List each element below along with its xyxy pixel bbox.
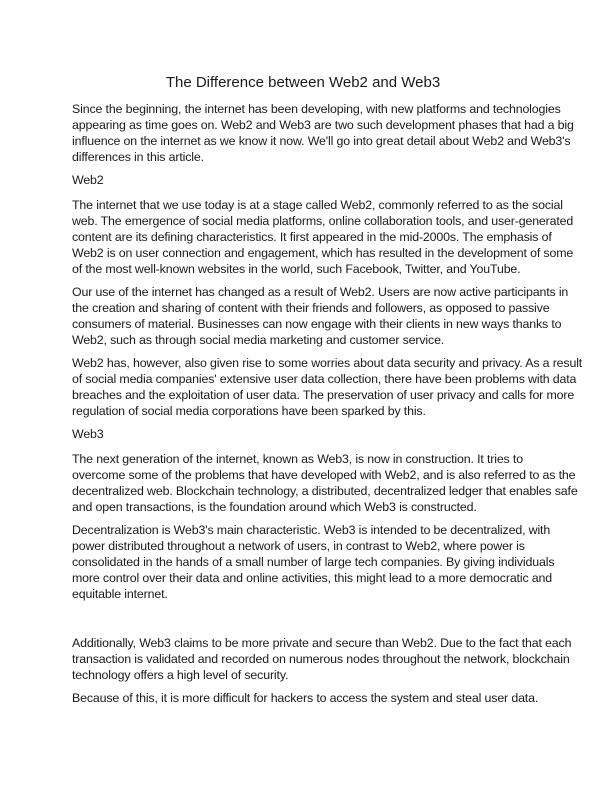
text-line: of the most well-known websites in the world, such Facebook, Twitter, and YouTube.	[72, 262, 521, 276]
text-line: The internet that we use today is at a stage called Web2, commonly referred to as the social	[72, 198, 563, 212]
web2-paragraph-1	[72, 197, 574, 277]
text-line: influence on the internet as we know it now. We'll go into great detail about Web2 and Web3's	[72, 134, 571, 148]
text-line: breaches and the exploitation of user data. The preservation of user privacy and calls for more	[72, 388, 575, 402]
text-line: transaction is validated and recorded on numerous nodes throughout the network, blockchain	[72, 652, 570, 666]
text-line: technology offers a high level of security.	[72, 668, 289, 682]
text-line: Web2 has, however, also given rise to some worries about data security and privacy. As a result	[72, 356, 583, 370]
text-line: Our use of the internet has changed as a result of Web2. Users are now active participants in	[72, 285, 569, 299]
text-line: Since the beginning, the internet has been developing, with new platforms and technologies	[72, 102, 561, 116]
section-heading-web3	[72, 426, 542, 442]
text-line: The next generation of the internet, known as Web3, is now in construction. It tries to	[72, 452, 523, 466]
text-line: Additionally, Web3 claims to be more private and secure than Web2. Due to the fact that each	[72, 636, 572, 650]
text-line: decentralized web. Blockchain technology, a distributed, decentralized ledger that enables safe	[72, 484, 578, 498]
text-line: Web2 is on user connection and engagement, which has resulted in the development of some	[72, 246, 574, 260]
text-line: the creation and sharing of content with their friends and followers, as opposed to passive	[72, 301, 550, 315]
text-line: regulation of social media corporations have been sparked by this.	[72, 404, 426, 418]
heading-text: Web3	[72, 427, 104, 441]
section-heading-web2	[72, 172, 542, 188]
web3-paragraph-3	[72, 635, 572, 683]
text-line: overcome some of the problems that have developed with Web2, and is also referred to as the	[72, 468, 576, 482]
web3-paragraph-1	[72, 451, 578, 515]
text-line: power distributed throughout a network of users, in contrast to Web2, where power is	[72, 539, 525, 553]
intro-paragraph	[72, 101, 574, 165]
text-line: appearing as time goes on. Web2 and Web3 are two such development phases that had a big	[72, 118, 574, 132]
text-line: web. The emergence of social media platforms, online collaboration tools, and user-generated	[72, 214, 574, 228]
text-line: consumers of material. Businesses can now engage with their clients in new ways thanks to	[72, 317, 562, 331]
text-line: and open transactions, is the foundation around which Web3 is constructed.	[72, 500, 477, 514]
text-line: Web2, such as through social media marketing and customer service.	[72, 333, 445, 347]
text-line: Because of this, it is more difficult for hackers to access the system and steal user data.	[72, 691, 539, 705]
text-line: differences in this article.	[72, 150, 204, 164]
text-line: content are its defining characteristics. It first appeared in the mid-2000s. The emphasis of	[72, 230, 552, 244]
web2-paragraph-3	[72, 355, 583, 419]
text-line: equitable internet.	[72, 587, 168, 601]
text-line: of social media companies' extensive user data collection, there have been problems with data	[72, 372, 577, 386]
web2-paragraph-2	[72, 284, 569, 348]
document-title: The Difference between Web2 and Web3	[165, 74, 441, 91]
text-line: more control over their data and online activities, this might lead to a more democratic and	[72, 571, 553, 585]
web3-paragraph-4	[72, 690, 542, 706]
text-line: consolidated in the hands of a small number of large tech companies. By giving individuals	[72, 555, 555, 569]
heading-text: Web2	[72, 173, 104, 187]
web3-paragraph-2	[72, 522, 555, 602]
text-line: Decentralization is Web3's main characteristic. Web3 is intended to be decentralized, with	[72, 523, 551, 537]
